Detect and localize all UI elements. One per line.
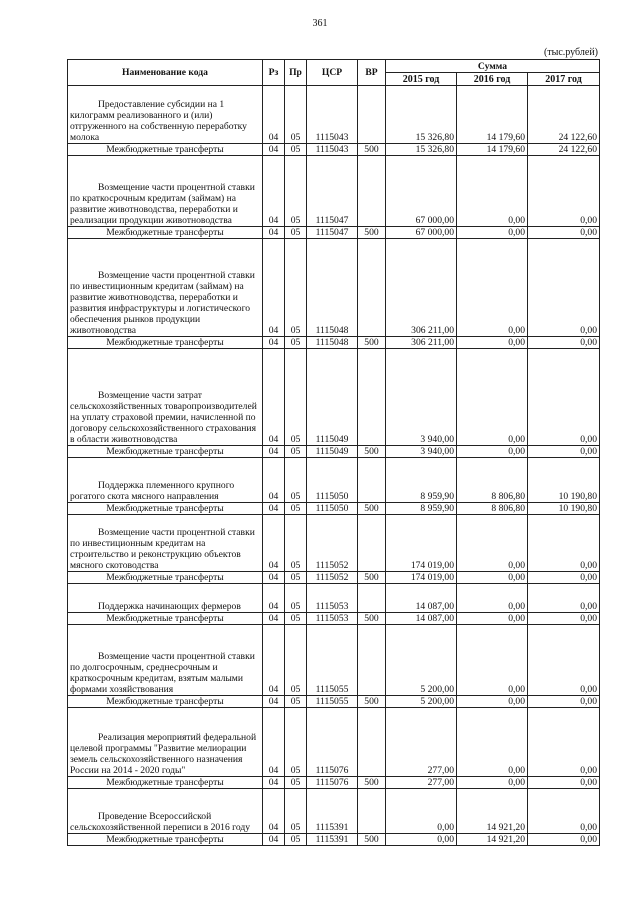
row-name: Возмещение части процентной ставки по инвестиционным кредитам (займам) на развитие животноводства, переработки и развития инфраструктуры и логистического обеспечения рынков продукции животноводства	[68, 239, 263, 337]
row-2015: 14 087,00	[386, 584, 457, 613]
row-rz: 04	[263, 446, 285, 458]
row-2015: 14 087,00	[386, 613, 457, 625]
table-row-transfer	[68, 572, 600, 584]
row-2016: 8 806,80	[457, 458, 528, 503]
table-row-transfer	[68, 337, 600, 349]
units-label: (тыс.рублей)	[543, 47, 598, 58]
row-2017: 24 122,60	[528, 86, 600, 144]
row-2017: 0,00	[528, 572, 600, 584]
row-vr	[358, 708, 386, 777]
row-vr: 500	[358, 227, 386, 239]
row-2017: 0,00	[528, 613, 600, 625]
row-2015: 5 200,00	[386, 696, 457, 708]
row-pr: 05	[285, 503, 307, 515]
header-pr: Пр	[285, 60, 307, 86]
row-csr: 1115053	[307, 584, 358, 613]
row-2017: 0,00	[528, 337, 600, 349]
row-pr: 05	[285, 515, 307, 572]
row-csr: 1115053	[307, 613, 358, 625]
row-csr: 1115048	[307, 239, 358, 337]
table-row-transfer	[68, 144, 600, 156]
row-pr: 05	[285, 625, 307, 696]
row-pr: 05	[285, 337, 307, 349]
row-2017: 0,00	[528, 349, 600, 446]
row-csr: 1115391	[307, 834, 358, 846]
row-pr: 05	[285, 446, 307, 458]
row-name: Возмещение части затрат сельскохозяйственных товаропроизводителей на уплату страховой премии, начисленной по договору сельскохозяйственного страхования в области животноводства	[68, 349, 263, 446]
table-row	[68, 625, 600, 696]
row-2016: 0,00	[457, 625, 528, 696]
row-rz: 04	[263, 337, 285, 349]
row-vr	[358, 86, 386, 144]
row-name: Межбюджетные трансферты	[68, 696, 263, 708]
row-2016: 0,00	[457, 584, 528, 613]
row-2017: 0,00	[528, 625, 600, 696]
row-vr	[358, 458, 386, 503]
row-csr: 1115049	[307, 349, 358, 446]
table-row-transfer	[68, 777, 600, 789]
row-2016: 0,00	[457, 708, 528, 777]
table-row	[68, 156, 600, 227]
row-vr: 500	[358, 777, 386, 789]
row-pr: 05	[285, 789, 307, 834]
row-name: Межбюджетные трансферты	[68, 337, 263, 349]
row-csr: 1115047	[307, 156, 358, 227]
header-2015: 2015 год	[386, 73, 457, 86]
row-2016: 0,00	[457, 156, 528, 227]
row-csr: 1115055	[307, 625, 358, 696]
row-2016: 0,00	[457, 239, 528, 337]
row-2015: 306 211,00	[386, 239, 457, 337]
row-2017: 0,00	[528, 446, 600, 458]
row-rz: 04	[263, 572, 285, 584]
row-name: Предоставление субсидии на 1 килограмм реализованного и (или) отгруженного на собственную переработку молока	[68, 86, 263, 144]
row-csr: 1115076	[307, 777, 358, 789]
table-row	[68, 584, 600, 613]
header-rz: Рз	[263, 60, 285, 86]
row-2015: 277,00	[386, 777, 457, 789]
row-name: Проведение Всероссийской сельскохозяйственной переписи в 2016 году	[68, 789, 263, 834]
row-2016: 0,00	[457, 349, 528, 446]
row-2015: 306 211,00	[386, 337, 457, 349]
row-csr: 1115050	[307, 458, 358, 503]
row-csr: 1115047	[307, 227, 358, 239]
row-2015: 67 000,00	[386, 227, 457, 239]
row-rz: 04	[263, 834, 285, 846]
row-pr: 05	[285, 239, 307, 337]
row-pr: 05	[285, 696, 307, 708]
row-2017: 0,00	[528, 696, 600, 708]
row-csr: 1115050	[307, 503, 358, 515]
row-name: Возмещение части процентной ставки по краткосрочным кредитам (займам) на развитие животноводства, переработки и реализации продукции животноводства	[68, 156, 263, 227]
row-vr	[358, 349, 386, 446]
row-2016: 0,00	[457, 337, 528, 349]
row-csr: 1115049	[307, 446, 358, 458]
row-pr: 05	[285, 86, 307, 144]
row-name: Межбюджетные трансферты	[68, 572, 263, 584]
row-csr: 1115048	[307, 337, 358, 349]
row-2017: 24 122,60	[528, 144, 600, 156]
row-name: Межбюджетные трансферты	[68, 777, 263, 789]
row-name: Возмещение части процентной ставки по долгосрочным, среднесрочным и краткосрочным кредитам, взятым малыми формами хозяйствования	[68, 625, 263, 696]
table-row-transfer	[68, 227, 600, 239]
row-2015: 174 019,00	[386, 572, 457, 584]
row-2015: 3 940,00	[386, 446, 457, 458]
table-row-transfer	[68, 613, 600, 625]
row-2016: 0,00	[457, 446, 528, 458]
row-2017: 10 190,80	[528, 458, 600, 503]
row-rz: 04	[263, 613, 285, 625]
row-rz: 04	[263, 584, 285, 613]
row-2017: 0,00	[528, 156, 600, 227]
table-row	[68, 349, 600, 446]
row-2015: 15 326,80	[386, 86, 457, 144]
row-csr: 1115043	[307, 144, 358, 156]
row-2017: 0,00	[528, 834, 600, 846]
row-rz: 04	[263, 789, 285, 834]
header-csr: ЦСР	[307, 60, 358, 86]
row-2016: 0,00	[457, 515, 528, 572]
row-csr: 1115052	[307, 515, 358, 572]
row-2016: 8 806,80	[457, 503, 528, 515]
row-2016: 0,00	[457, 572, 528, 584]
table-row	[68, 789, 600, 834]
row-2015: 3 940,00	[386, 349, 457, 446]
table-row	[68, 239, 600, 337]
row-vr	[358, 625, 386, 696]
row-vr	[358, 156, 386, 227]
row-name: Межбюджетные трансферты	[68, 446, 263, 458]
row-vr	[358, 789, 386, 834]
row-rz: 04	[263, 503, 285, 515]
row-vr: 500	[358, 503, 386, 515]
table-row	[68, 458, 600, 503]
row-pr: 05	[285, 834, 307, 846]
row-2015: 0,00	[386, 834, 457, 846]
row-vr: 500	[358, 572, 386, 584]
row-name: Межбюджетные трансферты	[68, 144, 263, 156]
table-row	[68, 86, 600, 144]
table-row	[68, 515, 600, 572]
row-2016: 0,00	[457, 696, 528, 708]
row-pr: 05	[285, 144, 307, 156]
row-rz: 04	[263, 227, 285, 239]
row-pr: 05	[285, 613, 307, 625]
row-rz: 04	[263, 696, 285, 708]
row-csr: 1115055	[307, 696, 358, 708]
row-vr: 500	[358, 696, 386, 708]
row-csr: 1115043	[307, 86, 358, 144]
row-csr: 1115052	[307, 572, 358, 584]
row-vr: 500	[358, 337, 386, 349]
row-2017: 0,00	[528, 789, 600, 834]
table-row-transfer	[68, 834, 600, 846]
row-2015: 15 326,80	[386, 144, 457, 156]
row-rz: 04	[263, 625, 285, 696]
row-rz: 04	[263, 515, 285, 572]
row-rz: 04	[263, 239, 285, 337]
row-vr: 500	[358, 834, 386, 846]
table-row-transfer	[68, 696, 600, 708]
row-pr: 05	[285, 572, 307, 584]
header-2017: 2017 год	[528, 73, 600, 86]
row-vr: 500	[358, 144, 386, 156]
row-2016: 0,00	[457, 613, 528, 625]
row-2017: 0,00	[528, 584, 600, 613]
header-2016: 2016 год	[457, 73, 528, 86]
row-2017: 0,00	[528, 239, 600, 337]
row-name: Межбюджетные трансферты	[68, 834, 263, 846]
table-row-transfer	[68, 503, 600, 515]
row-2016: 14 921,20	[457, 789, 528, 834]
row-2016: 14 179,60	[457, 86, 528, 144]
row-2017: 10 190,80	[528, 503, 600, 515]
table-row	[68, 708, 600, 777]
row-rz: 04	[263, 349, 285, 446]
row-csr: 1115076	[307, 708, 358, 777]
row-name: Межбюджетные трансферты	[68, 503, 263, 515]
row-pr: 05	[285, 458, 307, 503]
page-number: 361	[312, 18, 328, 29]
budget-table	[67, 59, 600, 846]
row-rz: 04	[263, 777, 285, 789]
row-rz: 04	[263, 708, 285, 777]
row-2015: 0,00	[386, 789, 457, 834]
row-vr	[358, 515, 386, 572]
row-name: Возмещение части процентной ставки по инвестиционным кредитам на строительство и реконструкцию объектов мясного скотоводства	[68, 515, 263, 572]
row-vr	[358, 584, 386, 613]
header-name: Наименование кода	[68, 60, 263, 86]
row-2015: 8 959,90	[386, 503, 457, 515]
row-2017: 0,00	[528, 708, 600, 777]
row-name: Реализация мероприятий федеральной целевой программы "Развитие мелиорации земель сельскохозяйственного назначения России на 2014 - 2020 годы"	[68, 708, 263, 777]
row-2016: 14 179,60	[457, 144, 528, 156]
row-pr: 05	[285, 349, 307, 446]
row-csr: 1115391	[307, 789, 358, 834]
row-2016: 14 921,20	[457, 834, 528, 846]
row-rz: 04	[263, 144, 285, 156]
row-pr: 05	[285, 584, 307, 613]
header-sum: Сумма	[386, 60, 600, 73]
row-name: Межбюджетные трансферты	[68, 227, 263, 239]
row-2017: 0,00	[528, 777, 600, 789]
table-row-transfer	[68, 446, 600, 458]
row-2015: 67 000,00	[386, 156, 457, 227]
row-vr	[358, 239, 386, 337]
row-2015: 174 019,00	[386, 515, 457, 572]
row-2015: 8 959,90	[386, 458, 457, 503]
row-name: Межбюджетные трансферты	[68, 613, 263, 625]
header-vr: ВР	[358, 60, 386, 86]
row-pr: 05	[285, 156, 307, 227]
row-2016: 0,00	[457, 777, 528, 789]
row-2017: 0,00	[528, 227, 600, 239]
row-vr: 500	[358, 613, 386, 625]
row-pr: 05	[285, 227, 307, 239]
row-2017: 0,00	[528, 515, 600, 572]
row-name: Поддержка племенного крупного рогатого скота мясного направления	[68, 458, 263, 503]
row-rz: 04	[263, 156, 285, 227]
row-2015: 277,00	[386, 708, 457, 777]
row-rz: 04	[263, 86, 285, 144]
row-pr: 05	[285, 777, 307, 789]
row-name: Поддержка начинающих фермеров	[68, 584, 263, 613]
row-2016: 0,00	[457, 227, 528, 239]
row-2015: 5 200,00	[386, 625, 457, 696]
row-rz: 04	[263, 458, 285, 503]
row-vr: 500	[358, 446, 386, 458]
row-pr: 05	[285, 708, 307, 777]
